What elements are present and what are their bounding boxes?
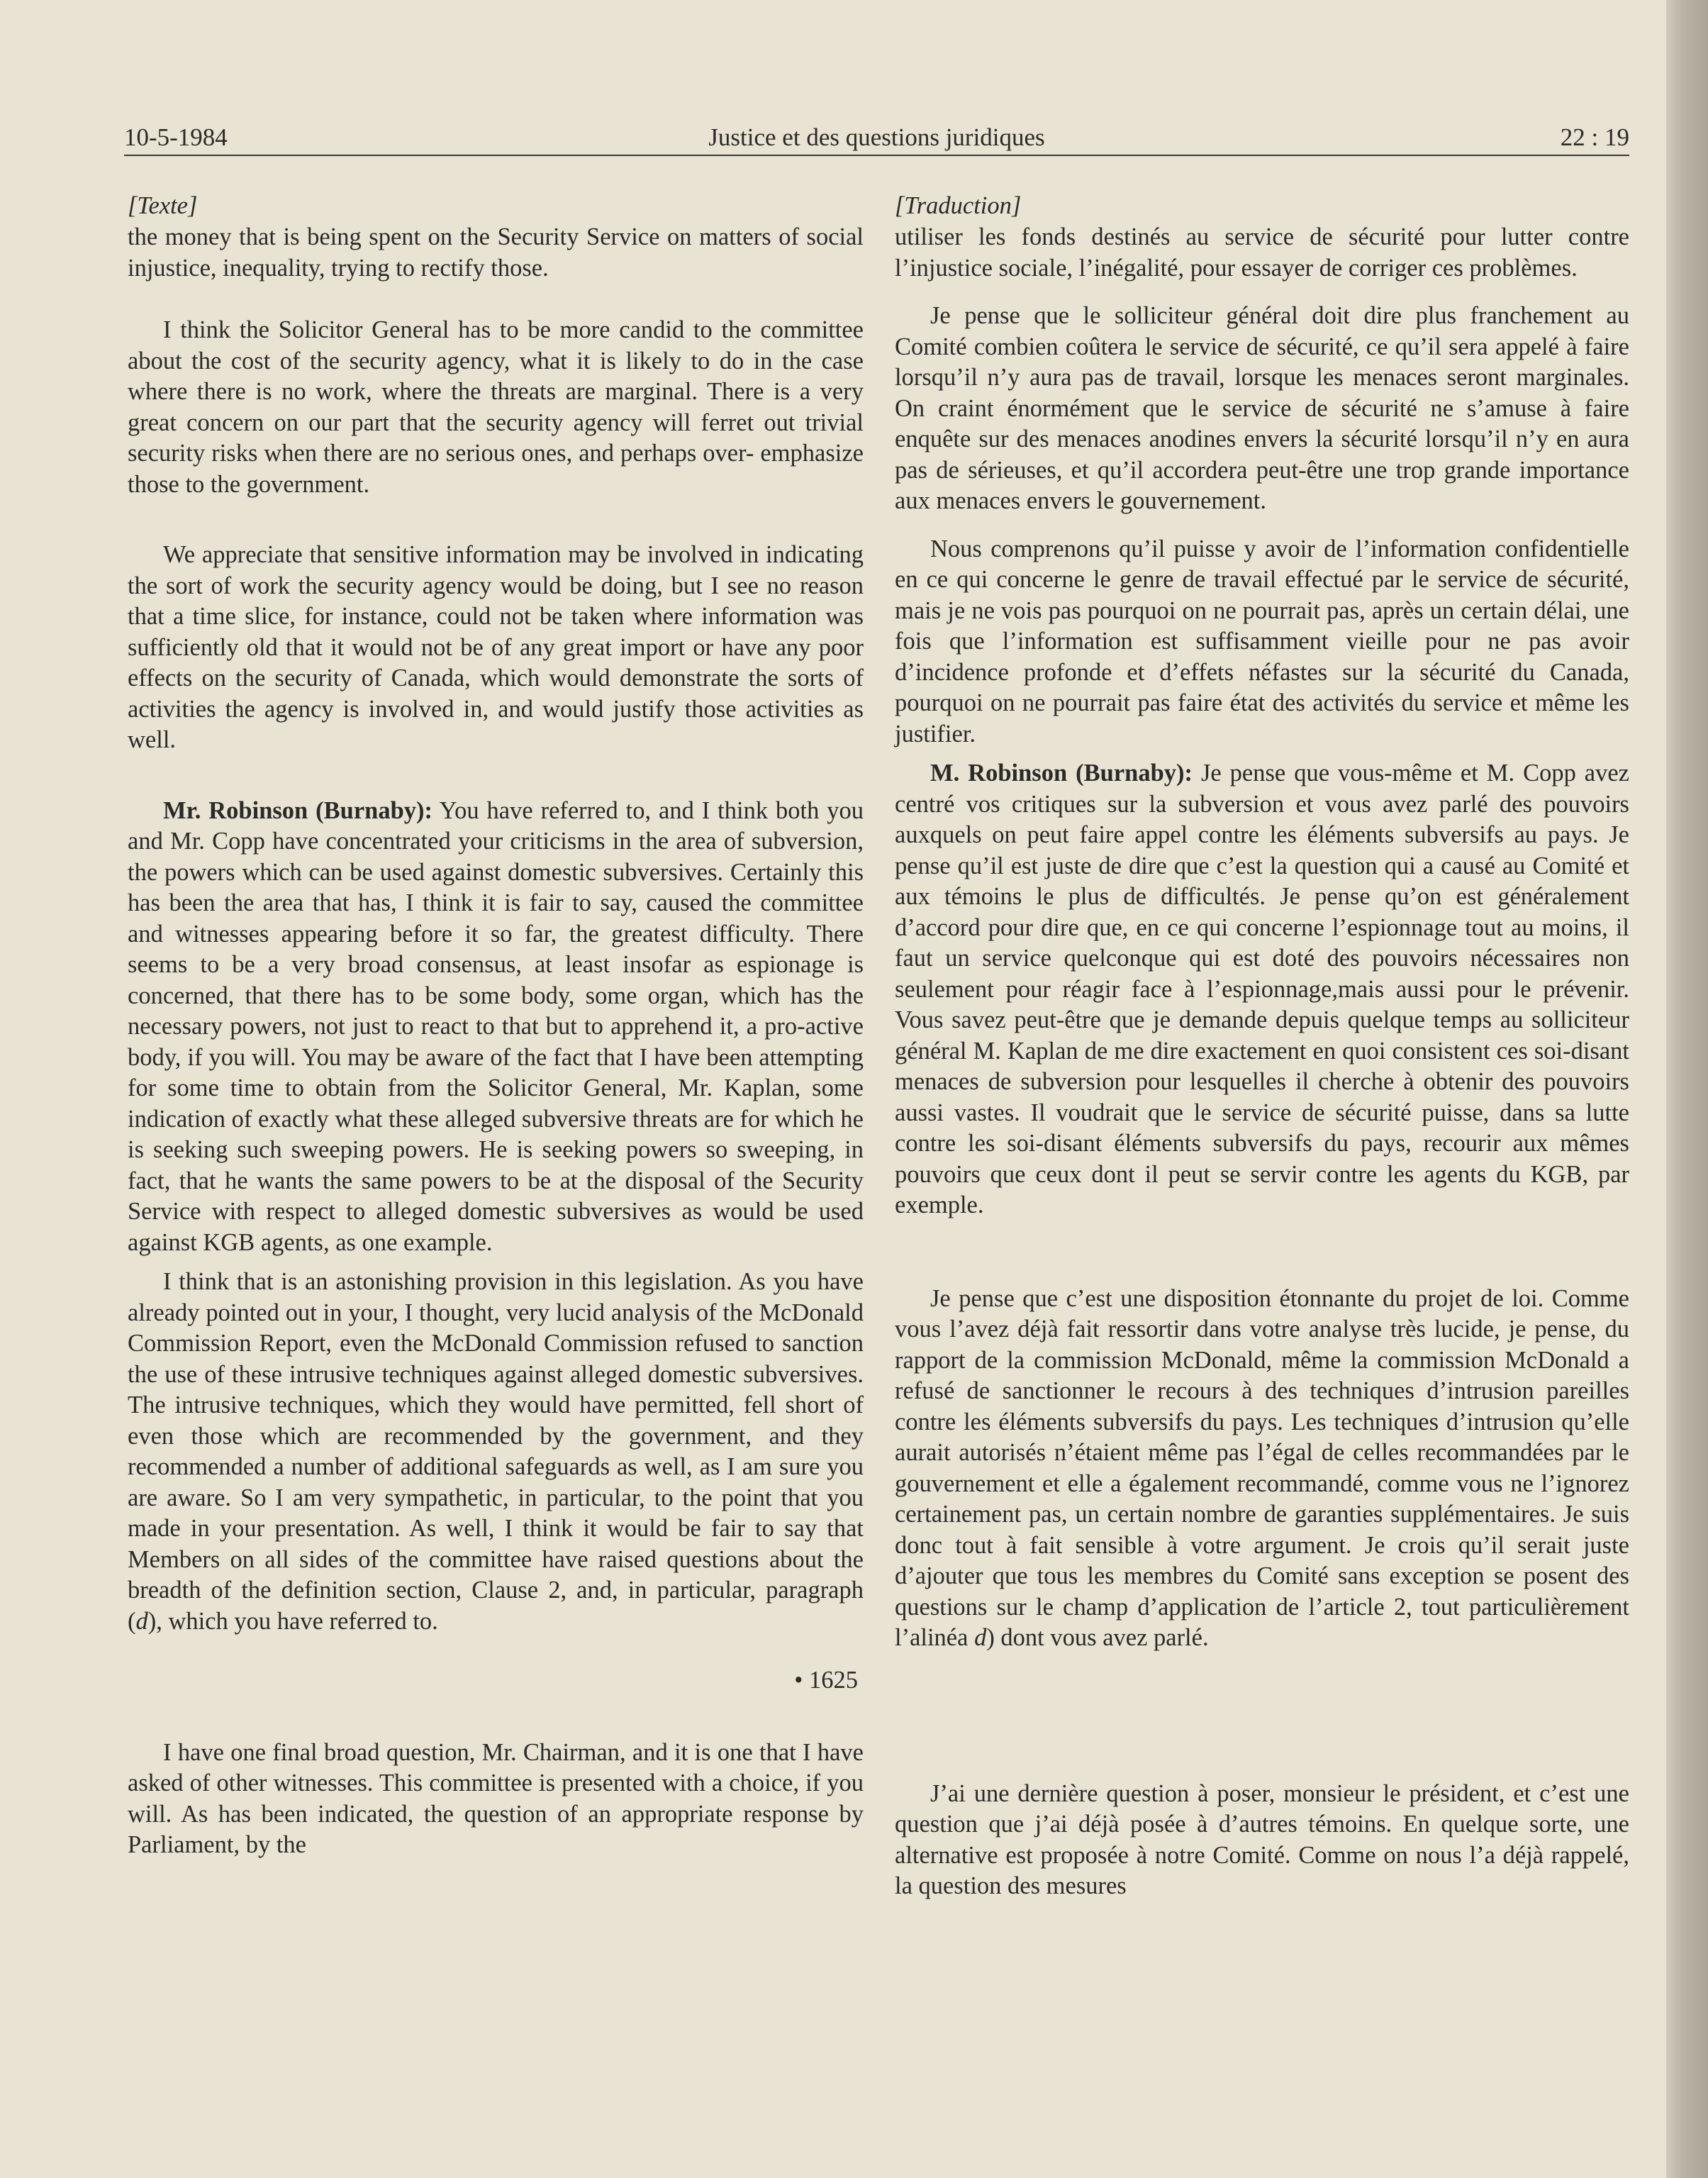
page-header [124, 119, 1629, 156]
traduction-label: [Traduction] [895, 192, 1022, 219]
english-paragraph-2: I think the Solicitor General has to be more candid to the committee about the cost of the security agency, what it is likely to do in the case where there is no work, where the threats are marginal. There is a very great concern on our part that the security agency will ferret out trivial security risks when there are no serious ones, and perhaps over- emphasize those to the government. [128, 316, 864, 498]
english-paragraph-5 [128, 1267, 864, 1637]
header-page-number: 22 : 19 [1560, 123, 1629, 151]
french-paragraph-4-text: Je pense que vous-même et M. Copp avez centré vos critiques sur la subversion et vous avez parlé des pouvoirs auxquels on peut faire appel contre les éléments subversifs au pays. Je pense qu’il est juste de dire que c’est la question qui a causé au Comité et aux témoins le plus de difficultés. Je pense qu’on est généralement d’accord pour dire que, en ce qui concerne l’espionnage tout au moins, il faut un service quelconque qui est doté des pouvoirs nécessaires non seulement pour réagir face à l’espionnage,mais aussi pour le prévenir. Vous savez peut-être que je demande depuis quelque temps au solliciteur général M. Kaplan de me dire exactement en quoi consistent ces soi-disant menaces de subversion pour lesquelles il cherche à obtenir des pouvoirs aussi vastes. Il voudrait que le service de sécurité puisse, dans sa lutte contre les soi-disant éléments subversifs du pays, recourir aux mêmes pouvoirs que ceux dont il peut se servir contre les agents du KGB, par exemple. [895, 760, 1629, 1218]
speaker-name: Mr. Robinson (Burnaby): [163, 796, 433, 824]
header-date: 10-5-1984 [124, 123, 228, 151]
texte-label: [Texte] [128, 192, 198, 219]
header-title: Justice et des questions juridiques [708, 123, 1045, 151]
french-paragraph-5-end: ) dont vous avez parlé. [986, 1624, 1209, 1651]
french-paragraph-2: Je pense que le solliciteur général doit dire plus franchement au Comité combien coûtera le service de sécurité, ce qu’il sera appelé à faire lorsqu’il n’y aura pas de travail, lorsque les menaces seront marginales. On craint énormément que le service de sécurité ne s’amuse à faire enquête sur des menaces anodines envers la sécurité lorsqu’il n’y en aura pas de sérieuses, et qu’il accordera peut-être une trop grande importance aux menaces envers le gouvernement. [895, 302, 1629, 514]
page-binding-edge [1666, 0, 1708, 2178]
french-column [895, 190, 1629, 1902]
header-rule [124, 155, 1629, 156]
english-paragraph-5-text: I think that is an astonishing provision in this legislation. As you have already pointed out in your, I thought, very lucid analysis of the McDonald Commission Report, even the McDonald Commission refused to sanction the use of these intrusive techniques against alleged domestic subversives. The intrusive techniques, which they would have permitted, fell short of even those which are recommended by the government, and they recommended a number of additional safeguards as well, as I am sure you are aware. So I am very sympathetic, in particular, to the point that you made in your presentation. As well, I think it would be fair to say that Members on all sides of the committee have raised questions about the breadth of the definition section, Clause 2, and, in particular, paragraph ( [128, 1268, 864, 1635]
paragraph-letter: d [135, 1607, 148, 1635]
english-paragraph-4 [128, 796, 864, 1259]
speaker-name-fr: M. Robinson (Burnaby): [930, 760, 1193, 787]
french-paragraph-1: utiliser les fonds destinés au service de sécurité pour lutter contre l’injustice sociale, l’inégalité, pour essayer de corriger ces problèmes. [895, 223, 1629, 282]
english-paragraph-3: We appreciate that sensitive information may be involved in indicating the sort of work the security agency would be doing, but I see no reason that a time slice, for instance, could not be taken where information was sufficiently old that it would not be of any great import or have any poor effects on the security of Canada, which would demonstrate the sorts of activities the agency is involved in, and would justify those activities as well. [128, 541, 864, 753]
alinea-letter: d [974, 1624, 987, 1651]
english-paragraph-1: the money that is being spent on the Security Service on matters of social injustice, inequality, trying to rectify those. [128, 223, 864, 282]
english-column [128, 190, 864, 1861]
french-paragraph-5-text: Je pense que c’est une disposition étonnante du projet de loi. Comme vous l’avez déjà fait ressortir dans votre analyse très lucide, je pense, du rapport de la commission McDonald, même la commission McDonald a refusé de sanctionner le recours à des techniques d’intrusion pareilles contre les éléments subversifs du pays. Les techniques d’intrusion qu’elle aurait autorisés n’étaient même pas l’égal de celles recommandées par le gouvernement et elle a également recommandé, comme vous ne l’ignorez certainement pas, un certain nombre de garanties supplémentaires. Je suis donc tout à fait sensible à votre argument. Je crois qu’il serait juste d’ajouter que tous les membres du Comité sans exception se posent des questions sur le champ d’application de l’article 2, tout particulièrement l’alinéa [895, 1284, 1629, 1651]
time-marker: • 1625 [794, 1667, 858, 1694]
french-paragraph-5 [895, 1284, 1629, 1654]
french-paragraph-6: J’ai une dernière question à poser, monsieur le président, et c’est une question que j’ai déjà posée à d’autres témoins. En quelque sorte, une alternative est proposée à notre Comité. Comme on nous l’a déjà rappelé, la question des mesures [895, 1779, 1629, 1899]
english-paragraph-6: I have one final broad question, Mr. Chairman, and it is one that I have asked of other witnesses. This committee is presented with a choice, if you will. As has been indicated, the question of an appropriate response by Parliament, by the [128, 1738, 864, 1858]
english-paragraph-5-end: ), which you have referred to. [147, 1607, 438, 1635]
french-paragraph-3: Nous comprenons qu’il puisse y avoir de l’information confidentielle en ce qui concerne le genre de travail effectué par le service de sécurité, mais je ne vois pas pourquoi on ne pourrait pas, après un certain délai, une fois que l’information est suffisamment vieille pour ne pas avoir d’incidence profonde et d’effets néfastes sur la sécurité du Canada, pourquoi on ne pourrait pas faire état des activités du service et même les justifier. [895, 535, 1629, 748]
english-paragraph-4-text: You have referred to, and I think both you and Mr. Copp have concentrated your criticisms in the area of subversion, the powers which can be used against domestic subversives. Certainly this has been the area that has, I think it is fair to say, caused the committee and witnesses appearing before it so far, the greatest difficulty. There seems to be a very broad consensus, at least insofar as espionage is concerned, that there has to be some body, some organ, which has the necessary powers, not just to react to that but to apprehend it, a pro-active body, if you will. You may be aware of the fact that I have been attempting for some time to obtain from the Solicitor General, Mr. Kaplan, some indication of exactly what these alleged subversive threats are for which he is seeking such sweeping powers. He is seeking powers so sweeping, in fact, that he wants the same powers to be at the disposal of the Security Service with respect to alleged domestic subversives as would be used against KGB agents, as one example. [128, 796, 864, 1256]
french-paragraph-4 [895, 758, 1629, 1221]
